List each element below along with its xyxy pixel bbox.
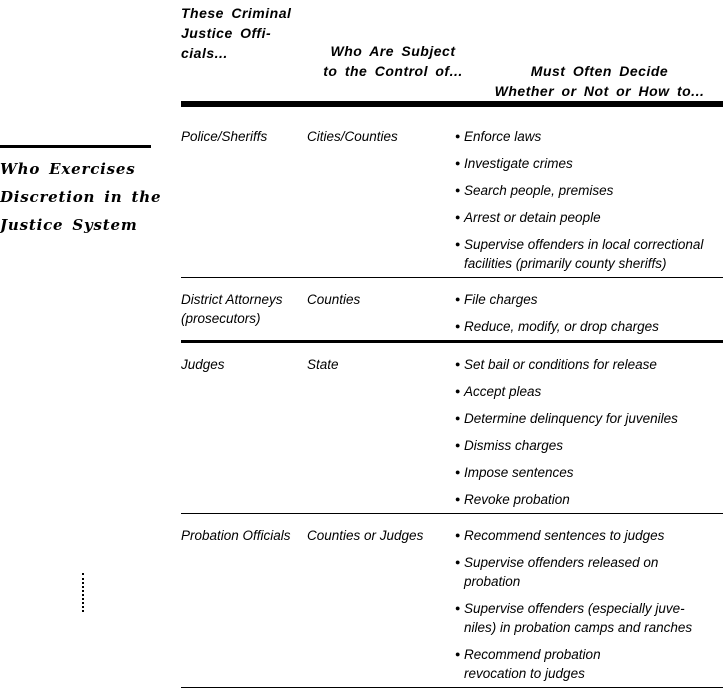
bullet-icon: ● [455, 413, 461, 423]
decision-line: Recommend sentences to judges [464, 528, 665, 543]
decision-line: Reduce, modify, or drop charges [464, 319, 659, 334]
decision-item [455, 290, 723, 309]
bullet-icon: ● [455, 603, 461, 613]
table-rows [181, 107, 723, 688]
decision-line: Supervise offenders in local correctional [464, 237, 704, 252]
decisions-cell [455, 355, 723, 509]
control-cell [307, 290, 455, 309]
official-line: Judges [181, 357, 225, 372]
decision-item [455, 436, 723, 455]
decision-item [455, 382, 723, 401]
decision-line: Accept pleas [464, 384, 542, 399]
bullet-icon: ● [455, 494, 461, 504]
decision-item [455, 317, 723, 336]
table-row [181, 343, 723, 514]
header-line: cials... [181, 45, 228, 61]
bullet-icon: ● [455, 467, 461, 477]
decisions-cell [455, 526, 723, 683]
official-cell [181, 355, 307, 374]
decision-line: Supervise offenders (especially juve- [464, 601, 685, 616]
table-row [181, 514, 723, 688]
bullet-icon: ● [455, 131, 461, 141]
decision-line: Enforce laws [464, 129, 542, 144]
official-cell [181, 127, 307, 146]
bullet-icon: ● [455, 158, 461, 168]
header-line: Justice Offi- [181, 25, 272, 41]
decision-line: Supervise offenders released on [464, 555, 659, 570]
header-line: Whether or Not or How to... [494, 83, 705, 99]
header-officials [181, 3, 291, 63]
decision-line: File charges [464, 292, 538, 307]
official-cell [181, 526, 307, 545]
control-cell [307, 355, 455, 374]
decision-item [455, 154, 723, 173]
control-line: Cities/Counties [307, 129, 398, 144]
header-line: Who Are Subject [330, 43, 456, 59]
decision-line: Investigate crimes [464, 156, 573, 171]
decision-item [455, 490, 723, 509]
header-line: Must Often Decide [530, 63, 669, 79]
sidebar-title [0, 145, 162, 239]
control-line: Counties [307, 292, 361, 307]
decision-item [455, 208, 723, 227]
bullet-icon: ● [455, 440, 461, 450]
decision-line: Set bail or conditions for release [464, 357, 657, 372]
table-row [181, 107, 723, 278]
bullet-icon: ● [455, 212, 461, 222]
official-line: (prosecutors) [181, 311, 261, 326]
control-line: State [307, 357, 339, 372]
sidebar-title-line: Who Exercises [0, 160, 136, 178]
table-row [181, 278, 723, 343]
control-cell [307, 526, 455, 545]
decision-line: revocation to judges [464, 666, 585, 681]
decision-line: Dismiss charges [464, 438, 564, 453]
decision-item [455, 409, 723, 428]
official-line: Police/Sheriffs [181, 129, 268, 144]
bullet-icon: ● [455, 321, 461, 331]
decision-item [455, 127, 723, 146]
decision-item [455, 355, 723, 374]
discretion-table [181, 0, 723, 688]
bullet-icon: ● [455, 386, 461, 396]
official-cell [181, 290, 307, 328]
dotted-margin-mark [82, 573, 84, 612]
header-line: to the Control of... [323, 63, 463, 79]
header-line: These Criminal [181, 5, 292, 21]
decisions-cell [455, 127, 723, 273]
decision-item [455, 526, 723, 545]
decision-line: Arrest or detain people [464, 210, 601, 225]
decision-line: probation [464, 574, 521, 589]
official-line: District Attorneys [181, 292, 283, 307]
decisions-cell [455, 290, 723, 336]
decision-item [455, 235, 723, 273]
decision-line: Recommend probation [464, 647, 601, 662]
sidebar-title-line: Discretion in the [0, 188, 162, 206]
decision-line: Revoke probation [464, 492, 570, 507]
bullet-icon: ● [455, 294, 461, 304]
bullet-icon: ● [455, 649, 461, 659]
decision-item [455, 181, 723, 200]
bullet-icon: ● [455, 530, 461, 540]
table-header [181, 0, 723, 107]
decision-line: facilities (primarily county sheriffs) [464, 256, 667, 271]
bullet-icon: ● [455, 185, 461, 195]
decision-line: niles) in probation camps and ranches [464, 620, 693, 635]
decision-line: Search people, premises [464, 183, 614, 198]
decision-item [455, 463, 723, 482]
decision-item [455, 553, 723, 591]
bullet-icon: ● [455, 239, 461, 249]
control-cell [307, 127, 455, 146]
decision-line: Determine delinquency for juveniles [464, 411, 678, 426]
decision-item [455, 599, 723, 637]
header-control [299, 41, 487, 81]
decision-item [455, 645, 723, 683]
decision-line: Impose sentences [464, 465, 574, 480]
bullet-icon: ● [455, 359, 461, 369]
header-decisions [476, 61, 723, 101]
bullet-icon: ● [455, 557, 461, 567]
sidebar-title-line: Justice System [0, 216, 138, 234]
official-line: Probation Officials [181, 528, 291, 543]
control-line: Counties or Judges [307, 528, 424, 543]
